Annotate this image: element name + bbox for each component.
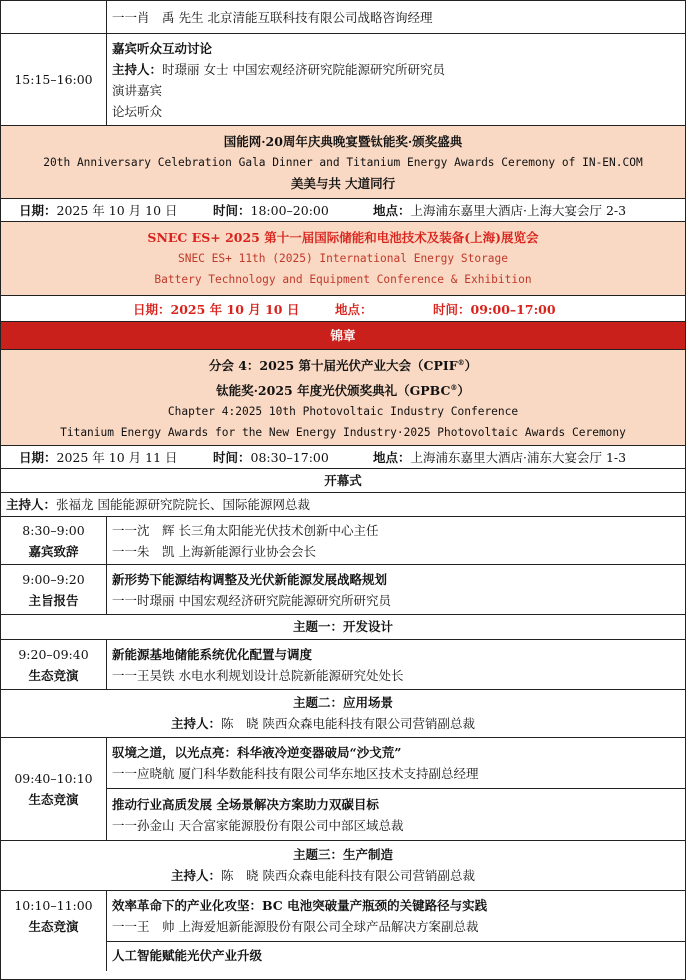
- chapter4-subtitle-text: 钛能奖·2025 年度光伏颁奖典礼（GPBC: [216, 382, 451, 398]
- speaker-line: 一一王昊铁 水电水利规划设计总院新能源研究处处长: [112, 667, 404, 683]
- talk-title: 新能源基地储能系统优化配置与调度: [112, 646, 313, 662]
- snec-title-en: SNEC ES+ 11th (2025) International Energy Storage: [177, 252, 509, 265]
- theme-header-block: [1, 841, 685, 891]
- gala-date-bar: [1, 199, 685, 222]
- chapter4-subtitle-en: Titanium Energy Awards for the New Energy Industry·2025 Photovoltaic Awards Ceremony: [60, 425, 626, 439]
- host-label: 主持人：: [171, 868, 222, 883]
- theme-header-block: [1, 690, 685, 738]
- chapter4-subtitle: [1, 377, 685, 401]
- agenda-row: [1, 34, 685, 126]
- session-type: 生态竞演: [28, 792, 79, 807]
- time-value: 08:30–17:00: [250, 450, 329, 465]
- content-cell: [107, 1, 685, 33]
- content-cell: [107, 640, 685, 689]
- time-label: 时间：: [213, 450, 251, 465]
- content-cell: [107, 34, 685, 125]
- registered-mark: ®: [457, 358, 465, 368]
- chapter4-title-en: Chapter 4:2025 10th Photovoltaic Industry Conference: [167, 404, 519, 418]
- gala-banner: [1, 126, 685, 199]
- host-name: 陈 晓 陕西众森电能科技有限公司营销副总裁: [221, 868, 475, 883]
- date-label: 日期：: [19, 203, 57, 218]
- location-field: [335, 300, 373, 318]
- agenda-row: [1, 1, 685, 34]
- chapter4-title: [1, 352, 685, 376]
- time-field: [213, 201, 329, 219]
- time-label: 时间：: [433, 301, 471, 317]
- snec-banner: [1, 222, 685, 296]
- agenda-row: [1, 640, 685, 690]
- talk-item: [107, 789, 685, 840]
- host-line: [112, 59, 685, 80]
- time-slot: 9:00–9:20: [22, 571, 85, 587]
- date-value: 2025 年 10 月 10 日: [56, 203, 178, 218]
- time-cell: [1, 891, 107, 971]
- chapter4-title-end: ）: [464, 358, 478, 374]
- talk-item: [107, 891, 685, 942]
- date-value: 2025 年 10 月 10 日: [170, 301, 300, 317]
- location-field: [373, 448, 626, 466]
- theme-host-line: [1, 713, 685, 734]
- location-label: 地点：: [373, 450, 411, 465]
- chapter4-banner: [1, 350, 685, 446]
- location-label: 地点：: [373, 203, 411, 218]
- chapter4-subtitle-end: ）: [457, 382, 470, 398]
- theme-host-line: [1, 865, 685, 886]
- time-cell: [1, 517, 107, 564]
- date-label: 日期：: [133, 301, 171, 317]
- speaker-line: 一一沈 辉 长三角太阳能光伏技术创新中心主任: [112, 522, 379, 538]
- snec-title: SNEC ES+ 2025 第十一届国际储能和电池技术及装备(上海)展览会: [147, 230, 539, 245]
- session-title: 嘉宾听众互动讨论: [112, 40, 213, 56]
- theme-header: 主题二：应用场景: [292, 695, 393, 710]
- location-label: 地点：: [335, 301, 373, 317]
- gala-slogan: 美美与共 大道同行: [290, 175, 396, 191]
- gala-title-en: 20th Anniversary Celebration Gala Dinner and Titanium Energy Awards Ceremony of IN-EN.COM: [43, 155, 643, 169]
- location-field: [373, 201, 626, 219]
- host-label: 主持人：: [171, 716, 222, 731]
- talk-title: 推动行业高质发展 全场景解决方案助力双碳目标: [112, 796, 379, 812]
- date-value: 2025 年 10 月 11 日: [56, 450, 178, 465]
- speaker-line: 一一朱 凯 上海新能源行业协会会长: [112, 543, 316, 559]
- speaker-line: 一一孙金山 天合富家能源股份有限公司中部区域总裁: [112, 817, 404, 833]
- content-cell: [107, 565, 685, 614]
- speaker-line: 一一应晓航 厦门科华数能科技有限公司华东地区技术支持副总经理: [112, 766, 479, 781]
- participant-line: 论坛听众: [112, 103, 163, 119]
- host-label: 主持人：: [6, 497, 57, 512]
- theme-header: 主题一：开发设计: [1, 615, 685, 640]
- host-name: 张福龙 国能能源研究院院长、国际能源网总裁: [56, 497, 310, 512]
- talk-title: 驭境之道，以光点亮：科华液冷逆变器破局“沙戈荒”: [112, 745, 402, 760]
- time-field: [433, 300, 556, 318]
- chapter4-title-text: 分会 4：2025 第十届光伏产业大会（CPIF: [208, 358, 458, 374]
- time-value: 09:00–17:00: [470, 301, 556, 317]
- talk-item: [107, 738, 685, 789]
- session-type: 生态竞演: [28, 919, 79, 934]
- time-cell: [1, 565, 107, 614]
- date-field: [19, 448, 178, 466]
- chapter4-date-bar: [1, 446, 685, 469]
- content-cell: [107, 517, 685, 564]
- agenda-row: [1, 891, 685, 971]
- host-name: 时璟丽 女士 中国宏观经济研究院能源研究所研究员: [162, 61, 445, 77]
- session-type: 嘉宾致辞: [28, 543, 79, 559]
- host-label: 主持人：: [112, 61, 163, 77]
- content-cell: [107, 738, 685, 840]
- talk-item: [107, 942, 685, 971]
- session-type: 生态竞演: [28, 667, 79, 683]
- location-value: 上海浦东嘉里大酒店·浦东大宴会厅 1-3: [410, 450, 627, 465]
- snec-title-en: Battery Technology and Equipment Conference & Exhibition: [154, 273, 532, 286]
- gala-title: 国能网·20周年庆典晚宴暨钛能奖·颁奖盛典: [223, 133, 463, 149]
- agenda-row: [1, 565, 685, 615]
- agenda-row: [1, 738, 685, 841]
- registered-mark: ®: [450, 382, 458, 392]
- content-cell: [107, 891, 685, 971]
- time-slot: 8:30–9:00: [22, 522, 85, 538]
- host-name: 陈 晓 陕西众森电能科技有限公司营销副总裁: [221, 716, 475, 731]
- time-field: [213, 448, 329, 466]
- talk-title: 效率革命下的产业化攻坚：BC 电池突破量产瓶颈的关键路径与实践: [112, 898, 488, 913]
- date-field: [19, 201, 178, 219]
- theme-header: 主题三：生产制造: [292, 847, 393, 862]
- time-cell: [1, 1, 107, 33]
- time-label: 时间：: [213, 203, 251, 218]
- talk-title: 新形势下能源结构调整及光伏新能源发展战略规划: [112, 571, 388, 587]
- snec-date-bar: [1, 296, 685, 322]
- speaker-line: 一一王 帅 上海爱旭新能源股份有限公司全球产品解决方案副总裁: [112, 919, 479, 934]
- time-value: 18:00–20:00: [250, 203, 329, 218]
- opening-header: 开幕式: [1, 469, 685, 493]
- time-cell: [1, 640, 107, 689]
- location-value: 上海浦东嘉里大酒店·上海大宴会厅 2-3: [410, 203, 627, 218]
- session-type: 主旨报告: [28, 592, 79, 608]
- time-slot: 9:20–09:40: [18, 646, 89, 662]
- section-header-bar: 锦章: [1, 322, 685, 350]
- time-slot: 10:10–11:00: [14, 898, 93, 913]
- time-cell: [1, 738, 107, 840]
- opening-host-row: [1, 493, 685, 517]
- agenda-row: [1, 517, 685, 565]
- participant-line: 演讲嘉宾: [112, 82, 163, 98]
- speaker-line: 一一时璟丽 中国宏观经济研究院能源研究所研究员: [112, 592, 391, 608]
- date-field: [133, 300, 299, 318]
- time-slot: 15:15–16:00: [14, 72, 93, 87]
- time-slot: 09:40–10:10: [14, 771, 93, 786]
- speaker-line: 一一肖 禹 先生 北京清能互联科技有限公司战略咨询经理: [112, 9, 433, 25]
- date-label: 日期：: [19, 450, 57, 465]
- time-cell: [1, 34, 107, 125]
- talk-title: 人工智能赋能光伏产业升级: [112, 948, 263, 963]
